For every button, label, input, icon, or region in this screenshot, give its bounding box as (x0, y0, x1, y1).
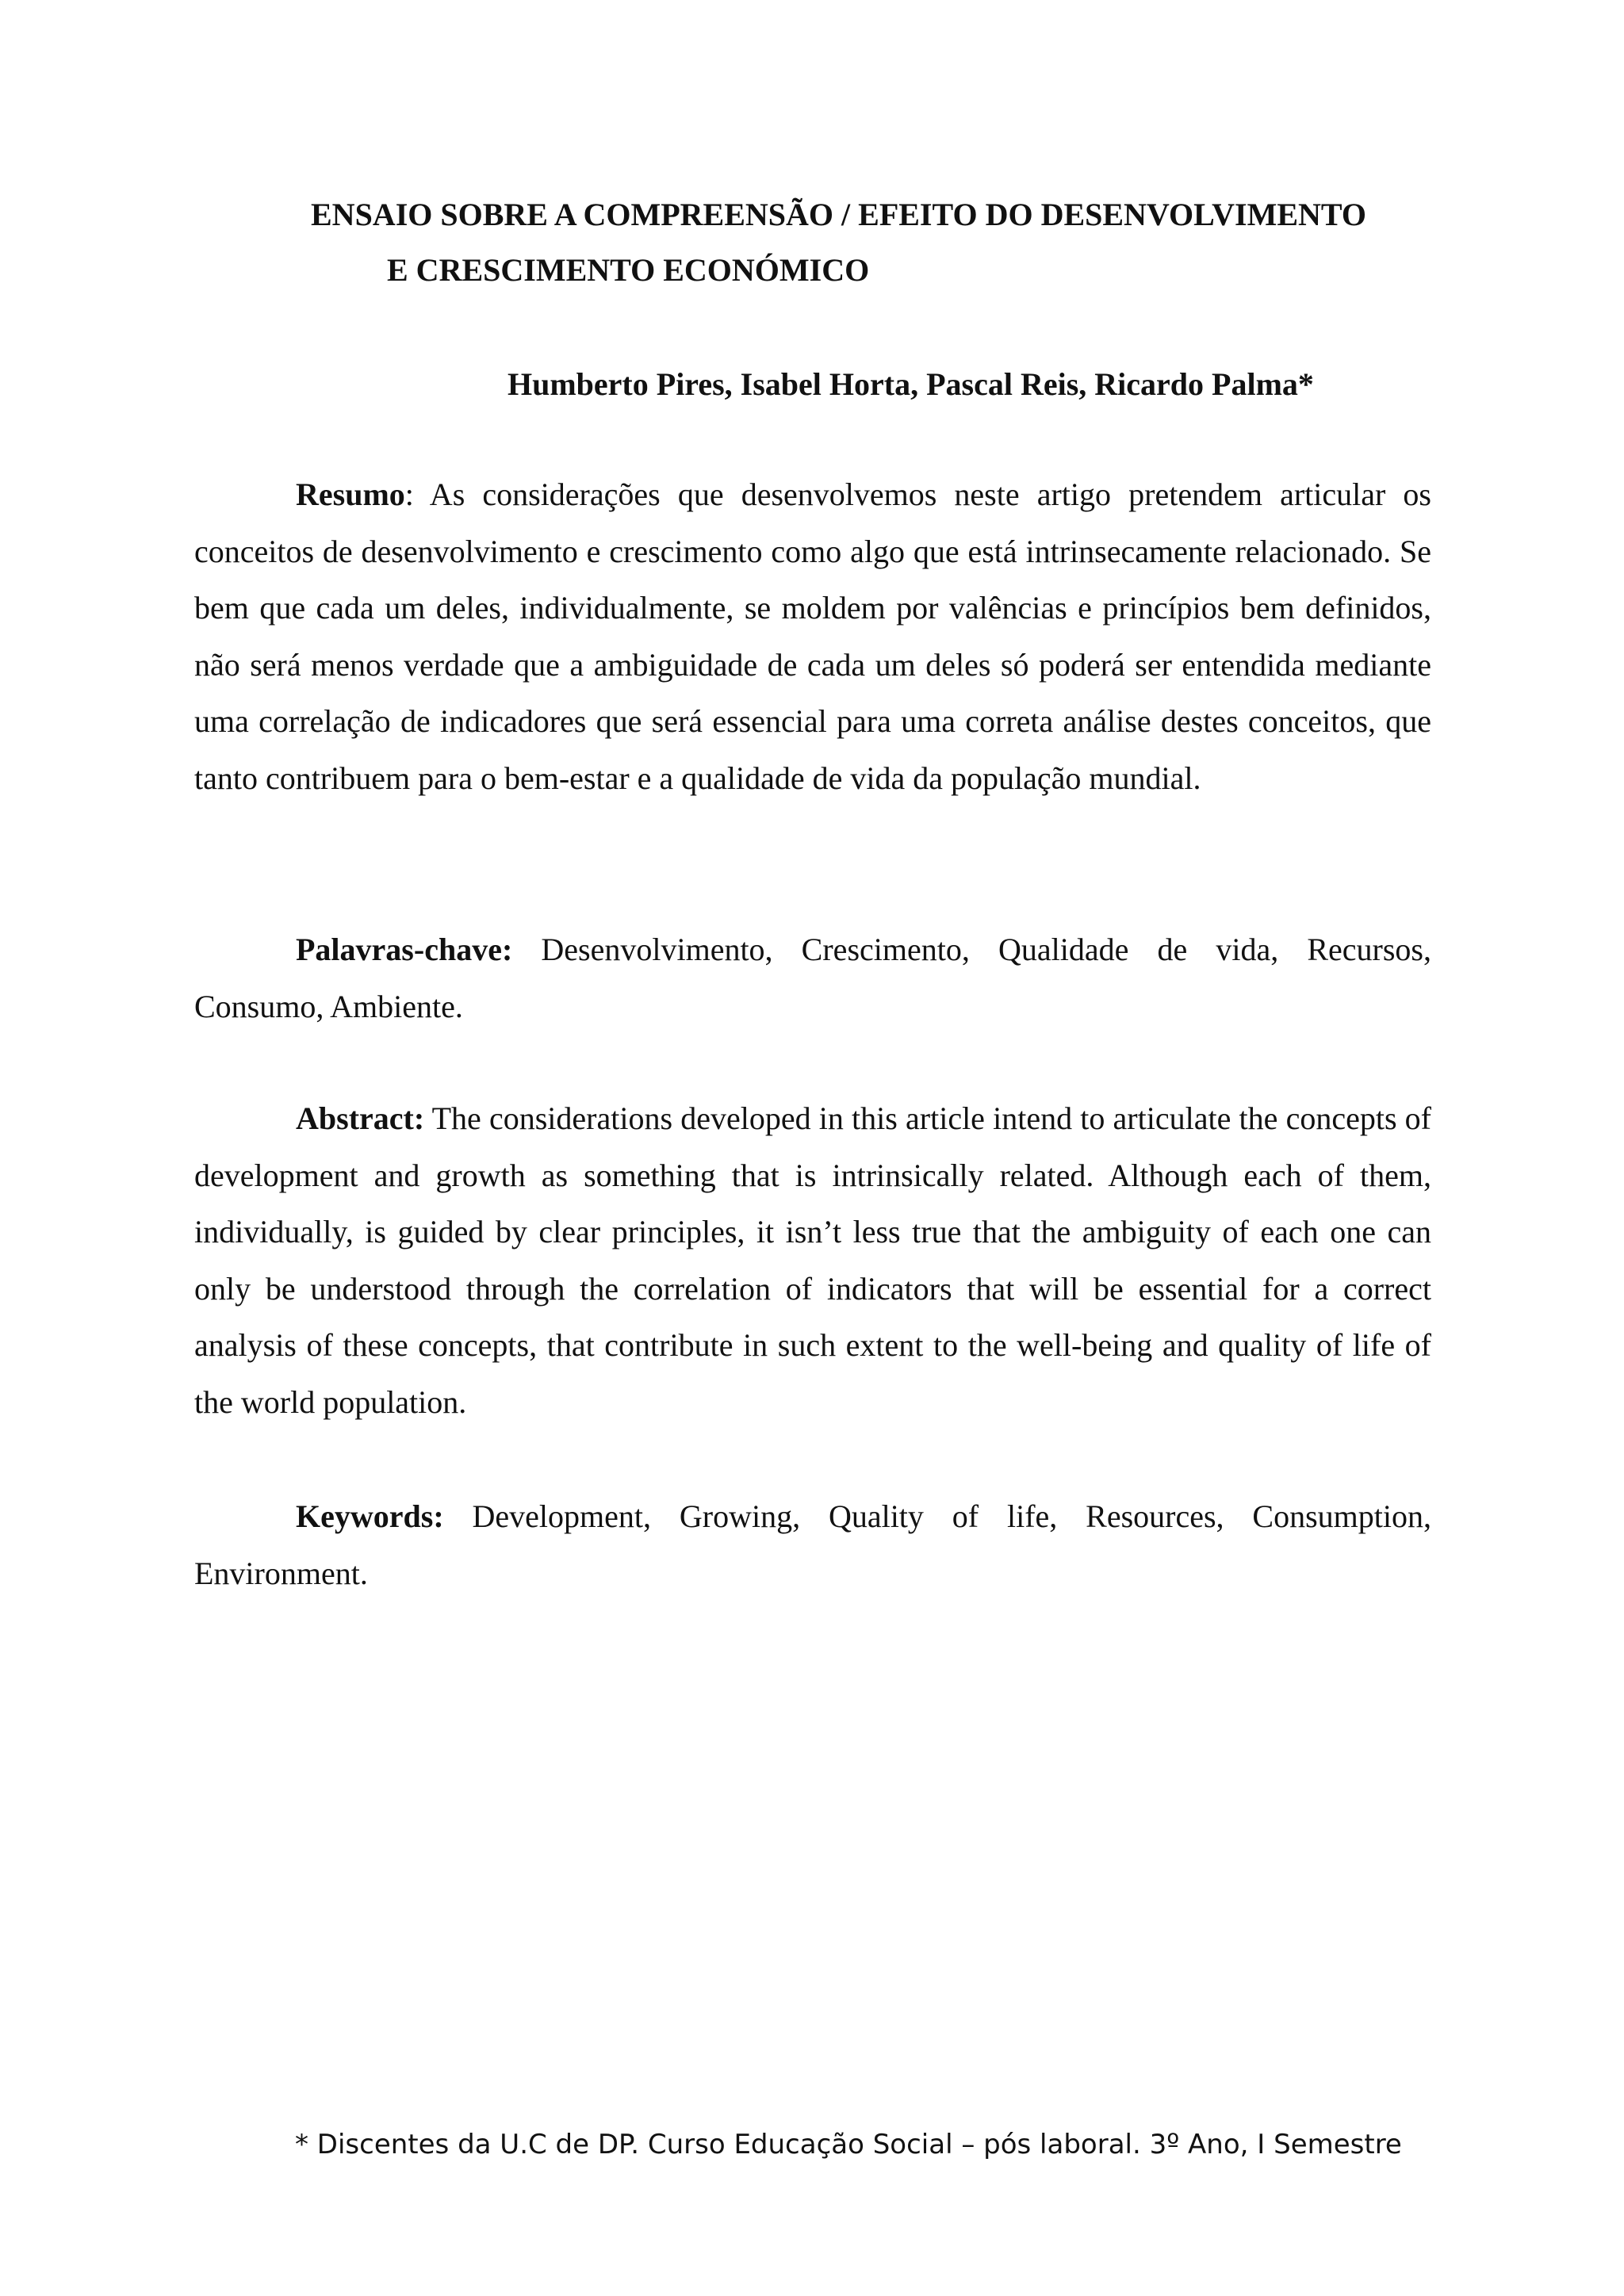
abstract-text: The considerations developed in this article intend to articulate the concepts of development and growth as something that is intrinsically related. Although each of them, individually, is guided by clear principles, it isn’t less true that the ambiguity of each one can only be understood through the correlation of indicators that will be essential for a correct analysis of these concepts, that contribute in such extent to the well-being and quality of life of the world population. (194, 1100, 1431, 1420)
resumo-paragraph (194, 466, 1431, 806)
keywords-text: Development, Growing, Quality of life, Resources, Consumption, Environment. (194, 1498, 1431, 1591)
footnote: * Discentes da U.C de DP. Curso Educação Social – pós laboral. 3º Ano, I Semestre (295, 2129, 1402, 2160)
keywords-paragraph (194, 1488, 1431, 1601)
palavras-chave-paragraph (194, 921, 1431, 1035)
paper-title (311, 187, 1445, 298)
author-list: Humberto Pires, Isabel Horta, Pascal Reis, Ricardo Palma* (508, 366, 1314, 402)
resumo-text: : As considerações que desenvolvemos neste artigo pretendem articular os conceitos de desenvolvimento e crescimento como algo que está intrinsecamente relacionado. Se bem que cada um deles, individualmente, se moldem por valências e princípios bem definidos, não será menos verdade que a ambiguidade de cada um deles só poderá ser entendida mediante uma correlação de indicadores que será essencial para uma correta análise destes conceitos, que tanto contribuem para o bem-estar e a qualidade de vida da população mundial. (194, 476, 1431, 796)
palavras-chave-label: Palavras-chave: (296, 932, 513, 967)
palavras-chave-text: Desenvolvimento, Crescimento, Qualidade de vida, Recursos, Consumo, Ambiente. (194, 932, 1431, 1024)
abstract-label: Abstract: (296, 1100, 425, 1136)
paper-title-line-2: E CRESCIMENTO ECONÓMICO (387, 252, 870, 288)
keywords-label: Keywords: (296, 1498, 444, 1534)
abstract-paragraph (194, 1090, 1431, 1430)
paper-title-line-1: ENSAIO SOBRE A COMPREENSÃO / EFEITO DO DESENVOLVIMENTO (311, 197, 1366, 232)
resumo-label: Resumo (296, 476, 405, 512)
